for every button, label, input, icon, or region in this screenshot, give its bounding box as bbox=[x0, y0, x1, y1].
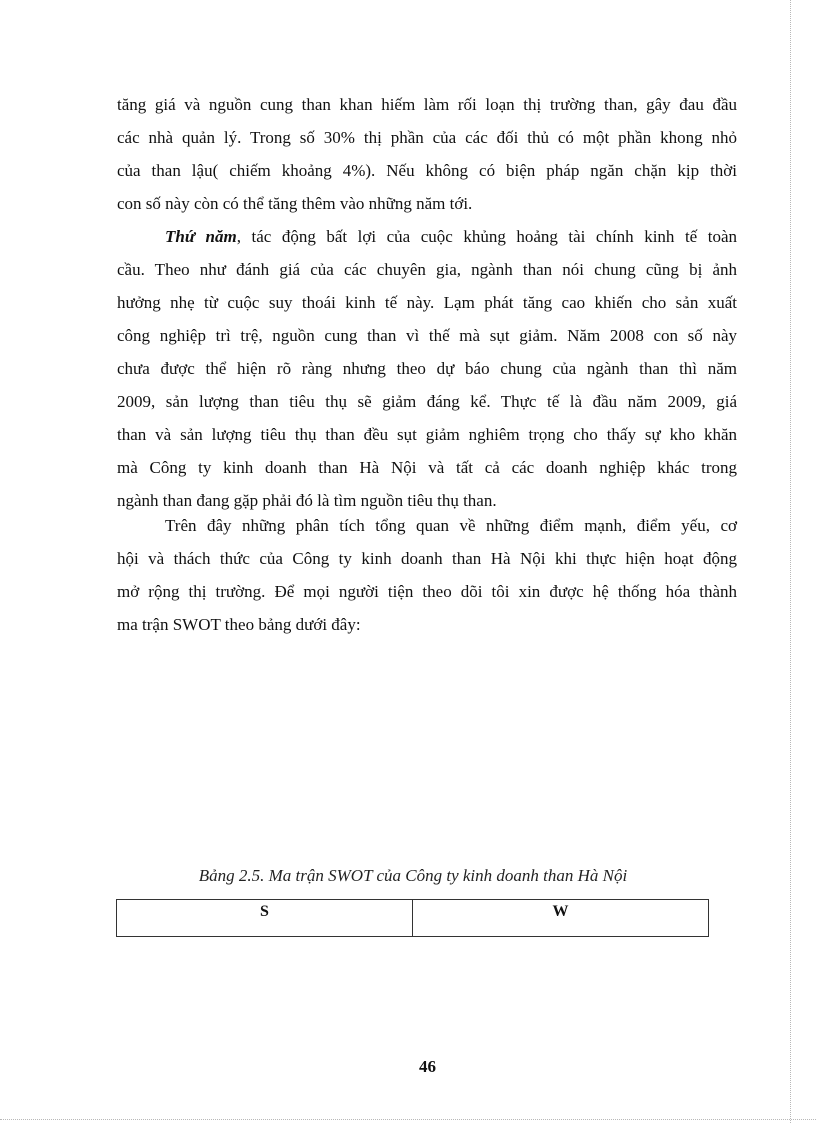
table-header-w: W bbox=[413, 900, 709, 937]
table-header-row bbox=[117, 900, 709, 937]
paragraph-3-line-2: hội và thách thức của Công ty kinh doanh than Hà Nội khi thực hiện hoạt động bbox=[117, 549, 737, 568]
paragraph-1-line-1: tăng giá và nguồn cung than khan hiếm làm rối loạn thị trường than, gây đau đầu bbox=[117, 95, 737, 114]
paragraph-2-line-8: mà Công ty kinh doanh than Hà Nội và tất cả các doanh nghiệp khác trong bbox=[117, 458, 737, 477]
table-header-s: S bbox=[117, 900, 413, 937]
paragraph-2-line-3: hưởng nhẹ từ cuộc suy thoái kinh tế này. Lạm phát tăng cao khiến cho sản xuất bbox=[117, 293, 737, 312]
paragraph-2-line-1-text: , tác động bất lợi của cuộc khủng hoảng tài chính kinh tế toàn bbox=[236, 227, 737, 246]
paragraph-2-line-9: ngành than đang gặp phải đó là tìm nguồn tiêu thụ than. bbox=[117, 491, 497, 510]
paragraph-3-line-4: ma trận SWOT theo bảng dưới đây: bbox=[117, 615, 361, 634]
paragraph-2 bbox=[117, 220, 737, 517]
paragraph-1-line-2: các nhà quản lý. Trong số 30% thị phần của các đối thủ có một phần khong nhỏ bbox=[117, 128, 737, 147]
swot-table bbox=[116, 899, 709, 937]
table-caption: Bảng 2.5. Ma trận SWOT của Công ty kinh doanh than Hà Nội bbox=[198, 866, 628, 885]
paragraph-3 bbox=[117, 509, 737, 641]
paragraph-2-line-4: công nghiệp trì trệ, nguồn cung than vì thế mà sụt giảm. Năm 2008 con số này bbox=[117, 326, 737, 345]
page-border-bottom bbox=[0, 1119, 816, 1120]
paragraph-1-line-4: con số này còn có thể tăng thêm vào những năm tới. bbox=[117, 194, 473, 213]
paragraph-3-line-3: mở rộng thị trường. Để mọi người tiện theo dõi tôi xin được hệ thống hóa thành bbox=[117, 582, 737, 601]
page-border-right bbox=[790, 0, 791, 1123]
paragraph-1 bbox=[117, 88, 737, 220]
paragraph-2-line-5: chưa được thể hiện rõ ràng nhưng theo dự báo chung của ngành than thì năm bbox=[117, 359, 737, 378]
paragraph-2-line-6: 2009, sản lượng than tiêu thụ sẽ giảm đáng kể. Thực tế là đầu năm 2009, giá bbox=[117, 392, 737, 411]
paragraph-2-line-2: cầu. Theo như đánh giá của các chuyên gia, ngành than nói chung cũng bị ảnh bbox=[117, 260, 737, 279]
paragraph-2-line-1 bbox=[117, 220, 737, 253]
page-number: 46 bbox=[419, 1057, 436, 1076]
paragraph-2-lead: Thứ năm bbox=[165, 227, 237, 246]
paragraph-2-line-7: than và sản lượng tiêu thụ than đều sụt giảm nghiêm trọng cho thấy sự kho khăn bbox=[117, 425, 737, 444]
paragraph-1-line-3: của than lậu( chiếm khoảng 4%). Nếu không có biện pháp ngăn chặn kịp thời bbox=[117, 161, 737, 180]
paragraph-3-line-1: Trên đây những phân tích tổng quan về những điểm mạnh, điểm yếu, cơ bbox=[165, 516, 737, 535]
